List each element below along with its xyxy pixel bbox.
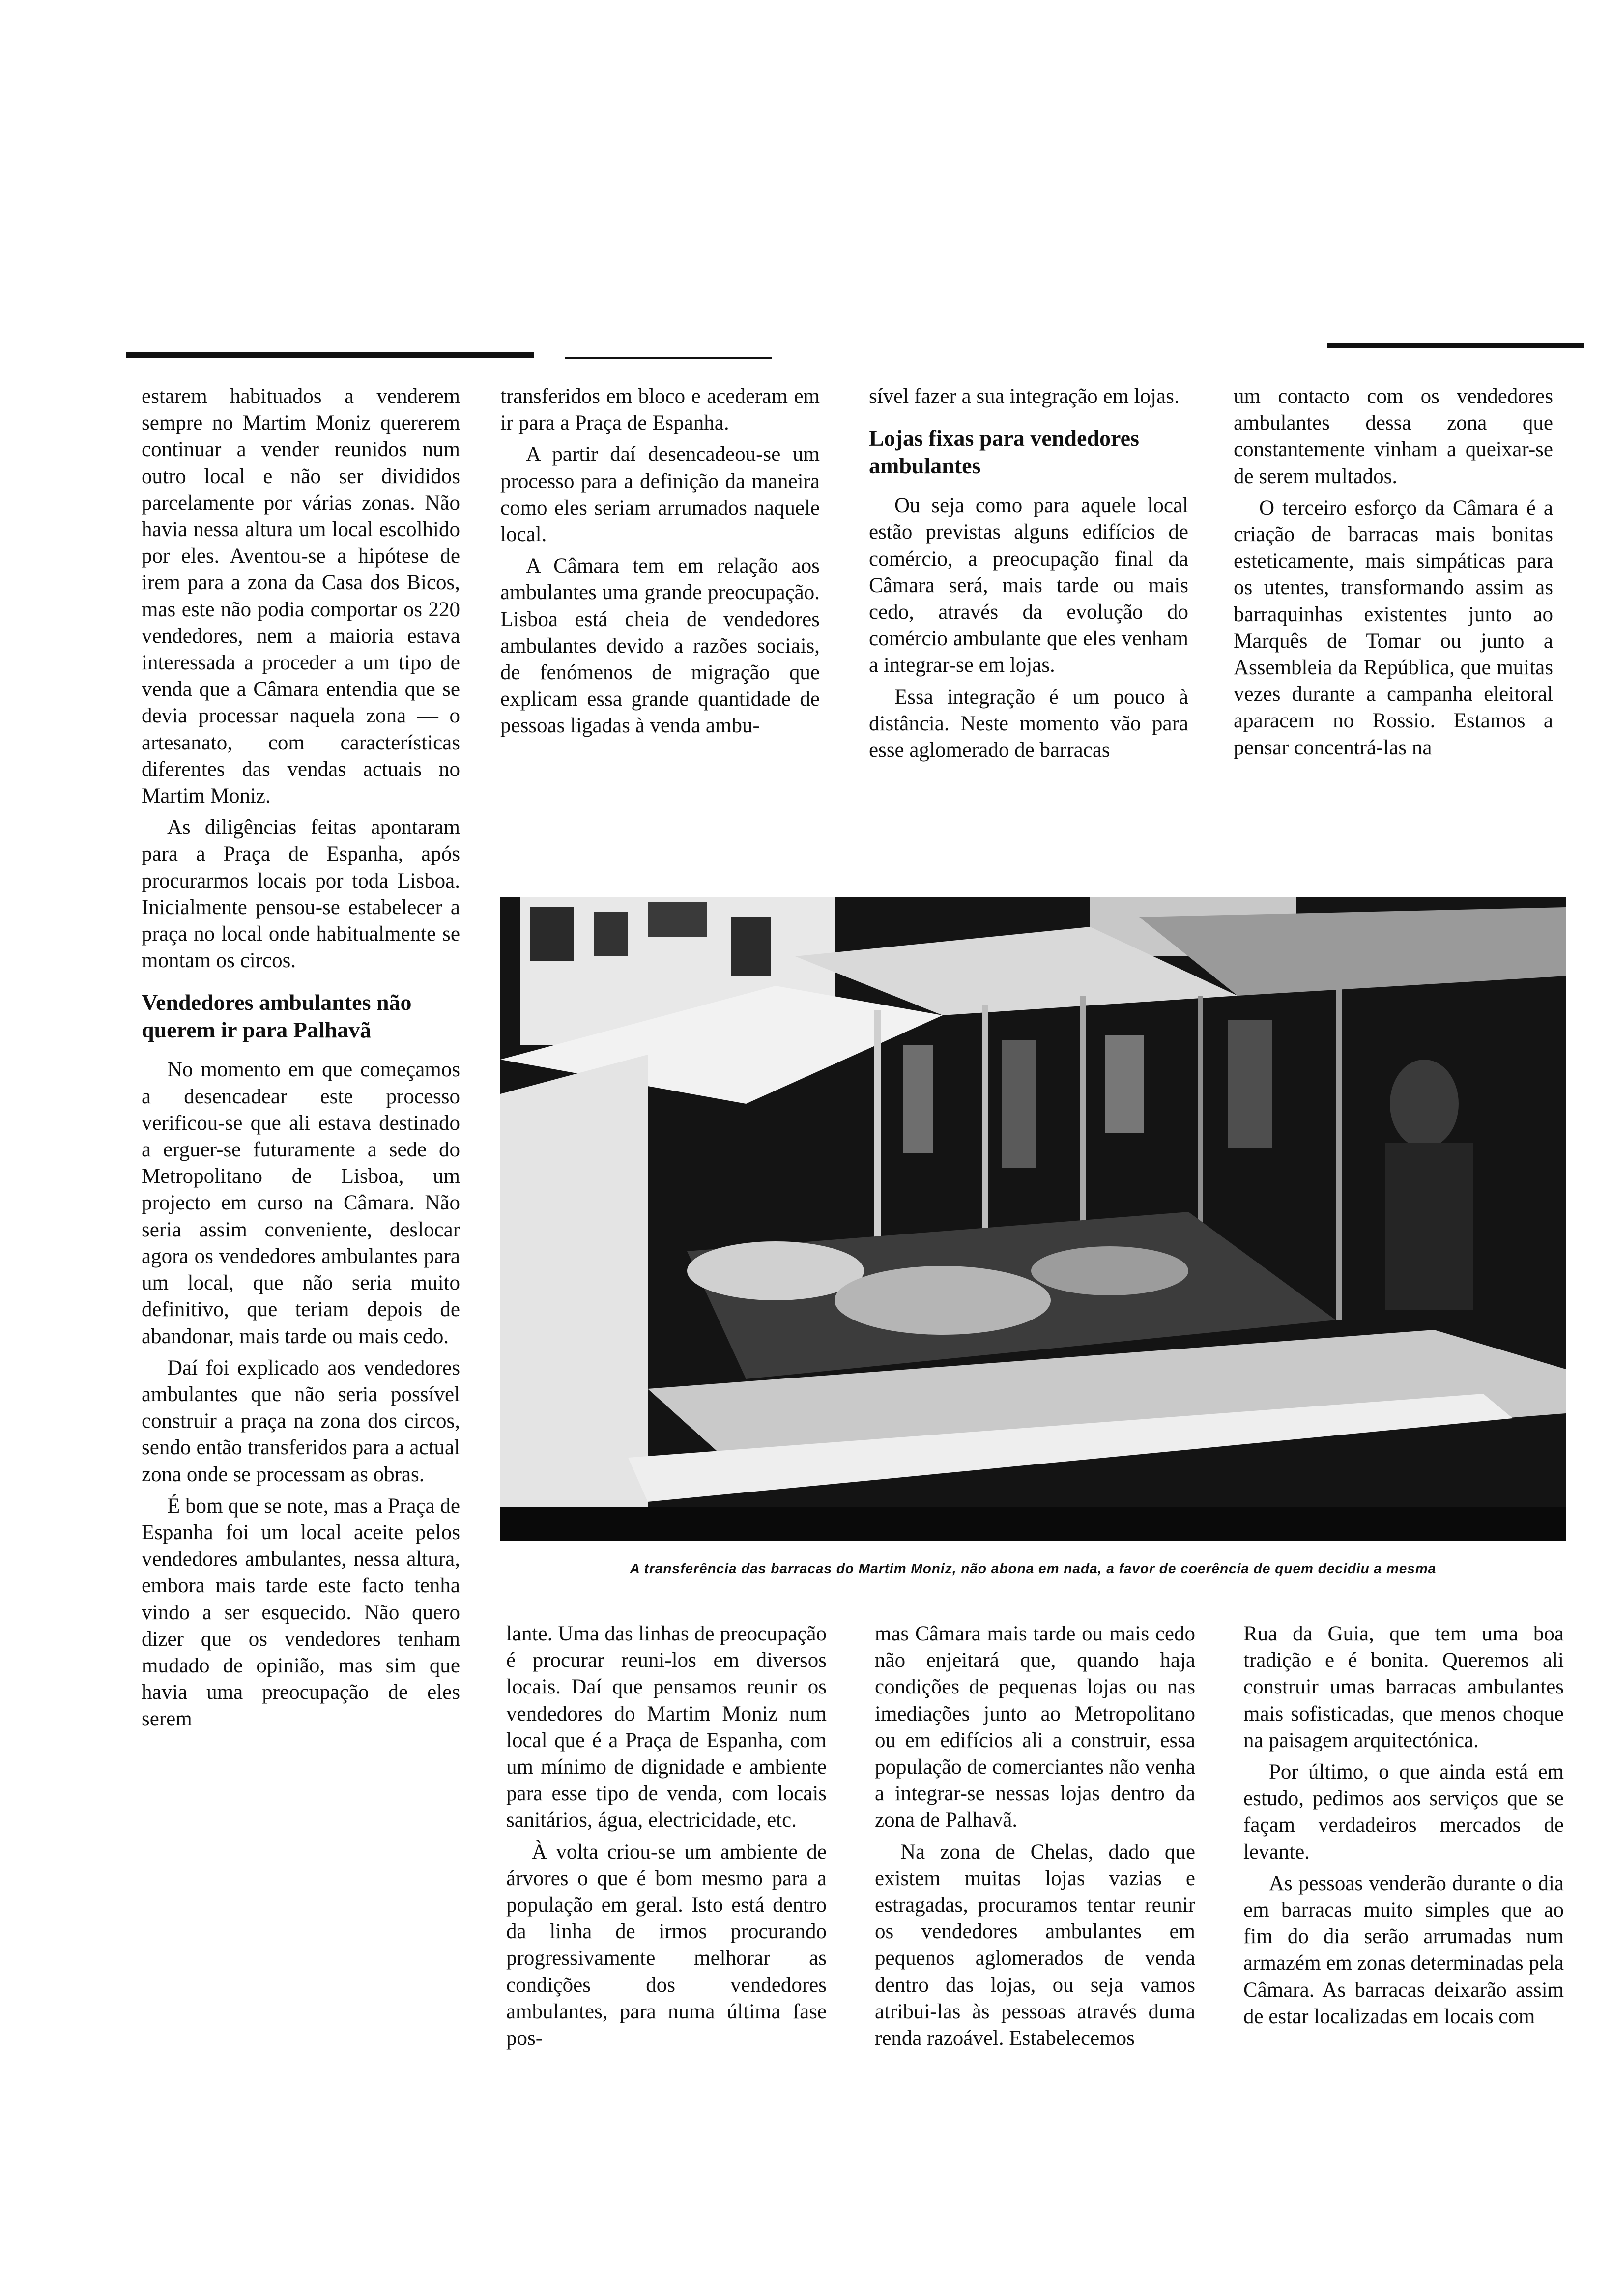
article-paragraph: sível fazer a sua integração em lojas. <box>869 385 1180 408</box>
article-paragraph: À volta criou-se um ambiente de árvores o que é bom mesmo para a população em geral. Isto está dentro da linha de irmos procurando progressivamente melhorar as condições dos vendedores ambulantes, para numa última fase pos- <box>506 1840 827 2050</box>
column-4 <box>1234 383 1553 761</box>
market-stalls-photo <box>500 897 1566 1541</box>
column-1 <box>142 383 460 1733</box>
article-paragraph: É bom que se note, mas a Praça de Espanha foi um local aceite pelos vendedores ambulantes, nessa altura, embora mais tarde este facto tenha vindo a ser esquecido. Não quero dizer que os vendedores tenham mudado de opinião, mas sim que havia uma preocupação de eles serem <box>142 1494 460 1731</box>
article-paragraph: Ou seja como para aquele local estão previstas alguns edifícios de comércio, a preocupação final da Câmara será, mais tarde ou mais cedo, através da evolução do comércio ambulante que eles venham a integrar-se em lojas. <box>869 494 1188 677</box>
article-paragraph: lante. Uma das linhas de preocupação é procurar reuni-los em diversos locais. Daí que pensamos reunir os vendedores do Martim Moniz num local que é a Praça de Espanha, com um mínimo de dignidade e ambiente para esse tipo de venda, com locais sanitários, água, electricidade, etc. <box>506 1622 827 1832</box>
article-paragraph: Daí foi explicado aos vendedores ambulantes que não seria possível construir a praça na zona dos circos, sendo então transferidos para a actual zona onde se processam as obras. <box>142 1356 460 1486</box>
section-heading: Vendedores ambulantes não querem ir para Palhavã <box>142 990 412 1043</box>
column-3 <box>869 383 1188 764</box>
top-rule-left <box>126 352 534 358</box>
article-paragraph: A partir daí desencadeou-se um processo para a definição da maneira como eles seriam arrumados naquele local. <box>500 443 820 546</box>
article-paragraph: transferidos em bloco e acederam em ir para a Praça de Espanha. <box>500 385 820 435</box>
article-paragraph: A Câmara tem em relação aos ambulantes uma grande preocupação. Lisboa está cheia de vendedores ambulantes devido a razões sociais, de fenómenos de migração que explicam essa grande quantidade de pessoas ligadas à venda ambu- <box>500 554 820 738</box>
article-paragraph: estarem habituados a venderem sempre no Martim Moniz quererem continuar a vender reunidos num outro local e não ser divididos parcelamente por várias zonas. Não havia nessa altura um local escolhido por eles. Aventou-se a hipótese de irem para a zona da Casa dos Bicos, mas este não podia comportar os 220 vendedores, nem a maioria estava interessada a proceder a um tipo de venda que a Câmara entendia que se devia processar naquela zona — o artesanato, com características diferentes das vendas actuais no Martim Moniz. <box>142 385 460 808</box>
column-7 <box>1243 1621 1564 2030</box>
article-paragraph: mas Câmara mais tarde ou mais cedo não enjeitará que, quando haja condições de pequenas lojas ou nas imediações junto ao Metropolitano ou em edifícios ali a construir, essa população de comerciantes não venha a integrar-se nessas lojas dentro da zona de Palhavã. <box>875 1622 1195 1832</box>
photo-caption: A transferência das barracas do Martim Moniz, não abona em nada, a favor de coerência de quem decidiu a mesma <box>630 1561 1437 1576</box>
column-5 <box>506 1621 827 2052</box>
section-heading: Lojas fixas para vendedores ambulantes <box>869 426 1139 479</box>
article-paragraph: Essa integração é um pouco à distância. Neste momento vão para esse aglomerado de barracas <box>869 685 1188 762</box>
article-paragraph: As pessoas venderão durante o dia em barracas muito simples que ao fim do dia serão arrumadas num armazém em zonas determinadas pela Câmara. As barracas deixarão assim de estar localizadas em locais com <box>1243 1871 1564 2028</box>
column-6 <box>875 1621 1195 2052</box>
column-2 <box>500 383 820 740</box>
article-paragraph: Por último, o que ainda está em estudo, pedimos aos serviços que se façam verdadeiros mercados de levante. <box>1243 1760 1564 1864</box>
top-rule-right <box>1327 343 1584 348</box>
article-paragraph: O terceiro esforço da Câmara é a criação de barracas mais bonitas esteticamente, mais simpáticas para os utentes, transformando assim as barraquinhas existentes junto ao Marquês de Tomar ou junto a Assembleia da República, que muitas vezes durante a campanha eleitoral aparacem no Rossio. Estamos a pensar concentrá-las na <box>1234 496 1553 759</box>
article-paragraph: Rua da Guia, que tem uma boa tradição e é bonita. Queremos ali construir umas barracas ambulantes mais sofisticadas, que menos choque na paisagem arquitectónica. <box>1243 1622 1564 1752</box>
top-rule-left-thin <box>565 357 772 359</box>
article-paragraph: Na zona de Chelas, dado que existem muitas lojas vazias e estragadas, procuramos tentar reunir os vendedores ambulantes em pequenos aglomerados de venda dentro das lojas, ou seja vamos atribui-las às pessoas através duma renda razoável. Estabelecemos <box>875 1840 1195 2050</box>
article-paragraph: um contacto com os vendedores ambulantes dessa zona que constantemente vinham a queixar-se de serem multados. <box>1234 385 1553 488</box>
article-paragraph: As diligências feitas apontaram para a Praça de Espanha, após procurarmos locais por toda Lisboa. Inicialmente pensou-se estabelecer a praça no local onde habitualmente se montam os circos. <box>142 816 460 973</box>
article-paragraph: No momento em que começamos a desencadear este processo verificou-se que ali estava destinado a erguer-se futuramente a sede do Metropolitano de Lisboa, um projecto em curso na Câmara. Não seria assim conveniente, deslocar agora os vendedores ambulantes para um local, que não seria muito definitivo, que teriam depois de abandonar, mais tarde ou mais cedo. <box>142 1058 460 1348</box>
